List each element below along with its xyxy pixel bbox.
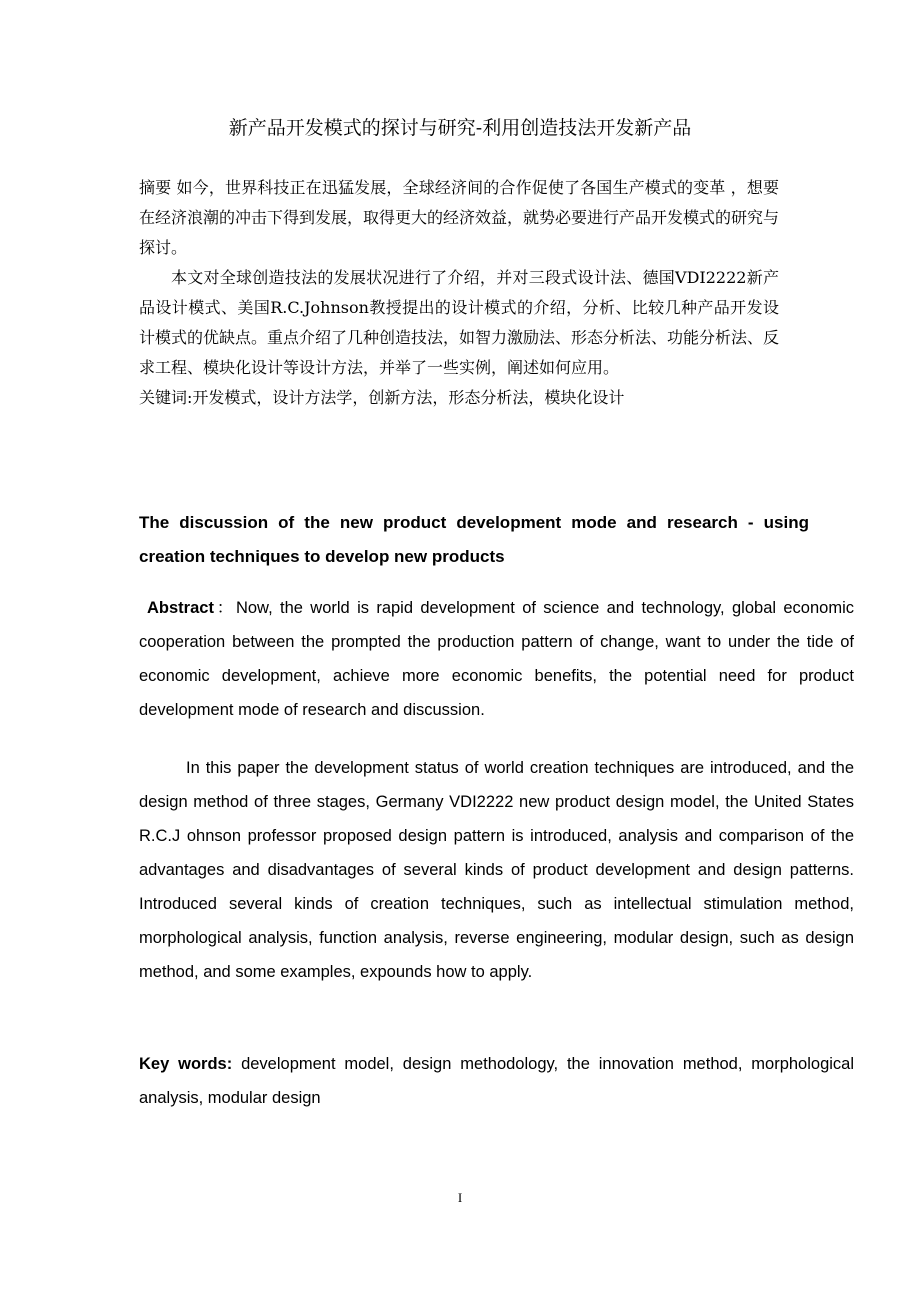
chinese-abstract [139, 173, 779, 413]
english-title-line1: The discussion of the new product development mode and research - using [139, 513, 809, 532]
chinese-abstract-para2: 本文对全球创造技法的发展状况进行了介绍，并对三段式设计法、德国VDI2222新产品设计模式、美国R.C.Johnson教授提出的设计模式的介绍，分析、比较几种产品开发设计模式的优缺点。重点介绍了几种创造技法，如智力激励法、形态分析法、功能分析法、反求工程、模块化设计等设计方法，并举了一些实例，阐述如何应用。 [139, 268, 780, 377]
english-keywords-para [139, 1047, 854, 1115]
page-number: I [457, 1190, 463, 1205]
chinese-title: 新产品开发模式的探讨与研究-利用创造技法开发新产品 [228, 117, 692, 139]
chinese-abstract-para1 [139, 173, 779, 263]
english-abstract-label: Abstract [147, 599, 214, 617]
english-abstract-para1 [139, 591, 854, 727]
english-abstract-para2: In this paper the development status of world creation techniques are introduced, and the design method of three stages, Germany VDI2222 new product design model, the United States R.C.J ohnson professor proposed design pattern is introduced, analysis and comparison of the advantages and disadvantages of several kinds of product development and design patterns. Introduced several kinds of creation techniques, such as intellectual stimulation method, morphological analysis, function analysis, reverse engineering, modular design, such as design method, and some examples, expounds how to apply. [139, 759, 854, 981]
english-title [139, 506, 809, 574]
english-abstract [139, 591, 854, 727]
english-abstract-body [139, 751, 854, 989]
chinese-keywords: 关键词:开发模式，设计方法学，创新方法，形态分析法，模块化设计 [139, 388, 625, 407]
english-keywords-label: Key words: [139, 1055, 233, 1073]
english-keywords-text: development model, design methodology, the innovation method, morphological analysis, modular design [139, 1055, 855, 1107]
english-abstract-text1: Now, the world is rapid development of science and technology, global economic cooperation between the prompted the production pattern of change, want to under the tide of economic development, achieve more economic benefits, the potential need for product development mode of research and discussion. [139, 599, 854, 719]
chinese-abstract-label: 摘要 [139, 178, 172, 197]
english-keywords [139, 1047, 854, 1115]
chinese-abstract-text1: 如今，世界科技正在迅猛发展，全球经济间的合作促使了各国生产模式的变革 ，想要在经济浪潮的冲击下得到发展，取得更大的经济效益，就势必要进行产品开发模式的研究与探讨。 [139, 178, 780, 257]
english-abstract-sep: ： [213, 599, 236, 617]
english-title-line2: creation techniques to develop new products [139, 547, 505, 566]
